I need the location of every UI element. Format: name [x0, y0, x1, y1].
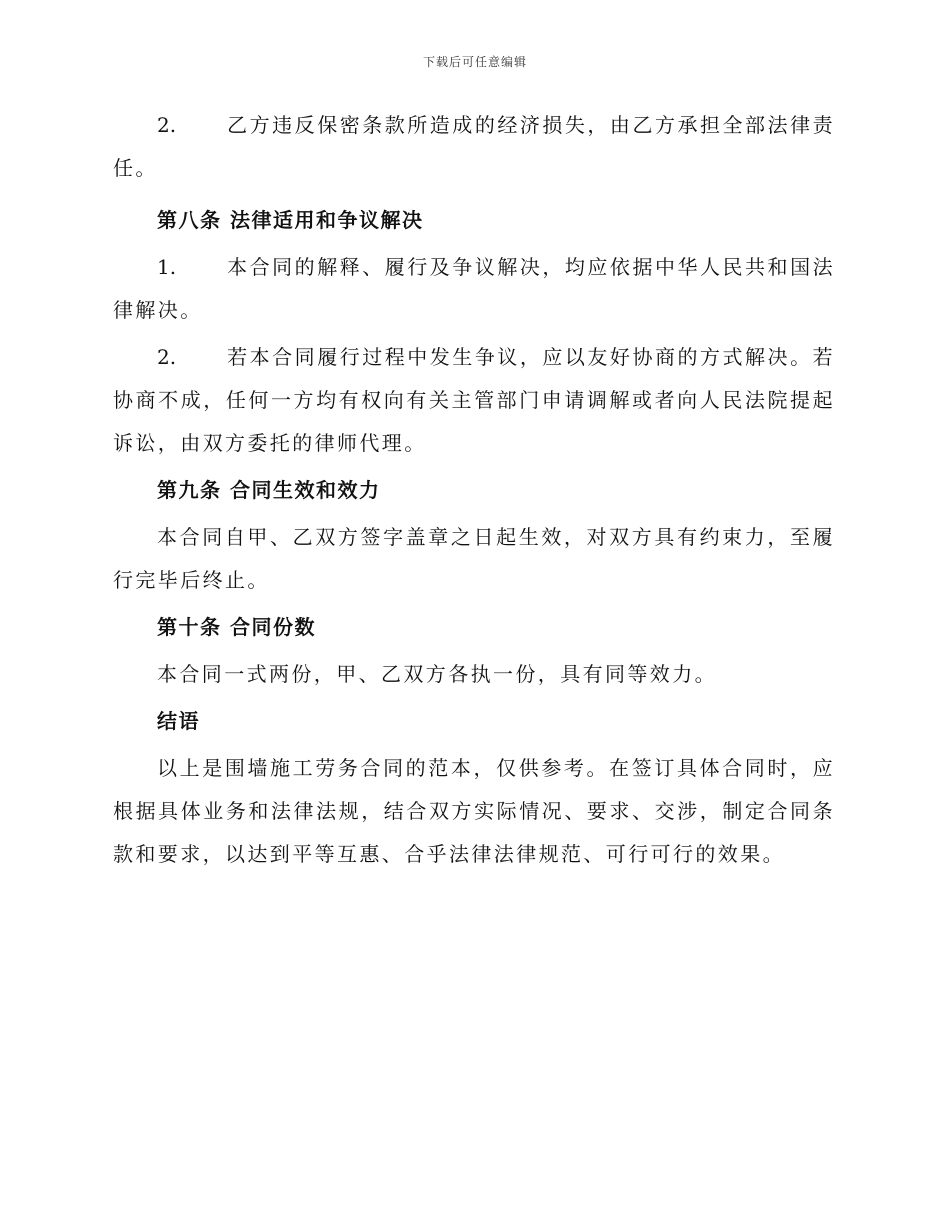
- article-10-text: 本合同一式两份，甲、乙双方各执一份，具有同等效力。: [157, 662, 717, 686]
- conclusion-heading: 结语: [157, 709, 200, 733]
- list-number: 1.: [157, 255, 177, 279]
- article-9-text: 本合同自甲、乙双方签字盖章之日起生效，对双方具有约束力，至履行完毕后终止。: [113, 525, 835, 592]
- article-8-heading: 第八条 法律适用和争议解决: [157, 208, 424, 232]
- clause-text: 乙方违反保密条款所造成的经济损失，由乙方承担全部法律责任。: [113, 113, 835, 180]
- clause-text: 若本合同履行过程中发生争议，应以友好协商的方式解决。若协商不成，任何一方均有权向有关主管部门申请调解或者向人民法院提起诉讼，由双方委托的律师代理。: [113, 345, 835, 455]
- page-header: 下载后可任意编辑: [422, 55, 527, 69]
- clause-text: 本合同的解释、履行及争议解决，均应依据中华人民共和国法律解决。: [113, 255, 835, 322]
- clause-7-item-2: [113, 104, 835, 190]
- article-10-heading: 第十条 合同份数: [157, 615, 316, 639]
- list-number: 2.: [157, 113, 177, 137]
- list-number: 2.: [157, 345, 177, 369]
- document-body: [113, 104, 835, 876]
- article-8-item-2: [113, 336, 835, 465]
- article-8-item-1: [113, 246, 835, 332]
- conclusion-text: 以上是围墙施工劳务合同的范本，仅供参考。在签订具体合同时，应根据具体业务和法律法规，结合双方实际情况、要求、交涉，制定合同条款和要求，以达到平等互惠、合乎法律法律规范、可行可行的效果。: [113, 756, 835, 866]
- article-9-heading: 第九条 合同生效和效力: [157, 478, 381, 502]
